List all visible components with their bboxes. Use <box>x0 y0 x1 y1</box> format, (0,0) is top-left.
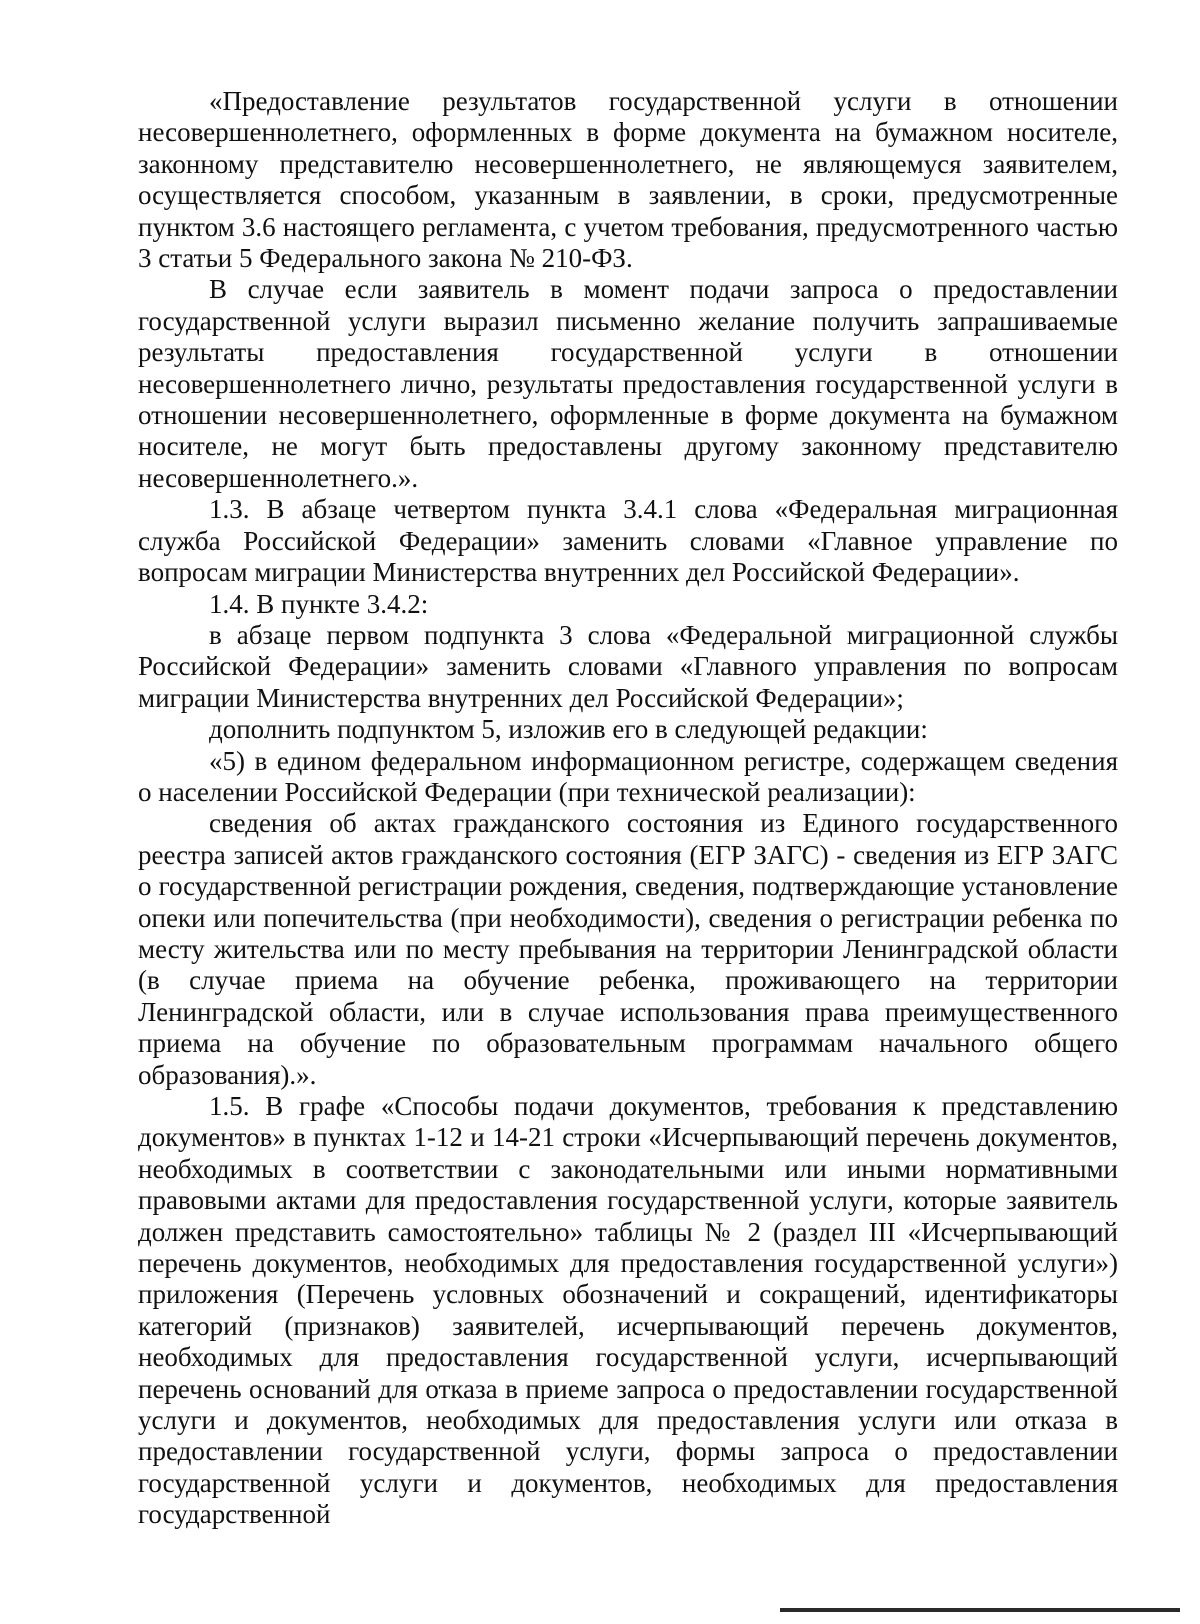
paragraph-personal-request: В случае если заявитель в момент подачи запроса о предоставлении государственной услуги выразил письменно желание получить запрашиваемые результаты предоставления государственной услуги в отношении несовершеннолетнего лично, результаты предоставления государственной услуги в отношении несовершеннолетнего, оформленные в форме документа на бумажном носителе, не могут быть предоставлены другому законному представителю несовершеннолетнего.». <box>138 274 1118 493</box>
paragraph-item-1-4: 1.4. В пункте 3.4.2: <box>209 588 429 619</box>
paragraph-item-1-5: 1.5. В графе «Способы подачи документов, требования к представлению документов» в пунктах 1-12 и 14-21 строки «Исчерпывающий перечень документов, необходимых в соответствии с законодательными или иными нормативными правовыми актами для предоставления государственной услуги, которые заявитель должен представить самостоятельно» таблицы № 2 (раздел III «Исчерпывающий перечень документов, необходимых для предоставления государственной услуги») приложения (Перечень условных обозначений и сокращений, идентификаторы категорий (признаков) заявителей, исчерпывающий перечень документов, необходимых для предоставления государственной услуги, исчерпывающий перечень оснований для отказа в приеме запроса о предоставлении государственной услуги и документов, необходимых для предоставления услуги или отказа в предоставлении государственной услуги, формы запроса о предоставлении государственной услуги и документов, необходимых для предоставления государственной <box>138 1091 1118 1530</box>
paragraph-result-delivery: «Предоставление результатов государственной услуги в отношении несовершеннолетнего, оформленных в форме документа на бумажном носителе, законному представителю несовершеннолетнего, не являющемуся заявителем, осуществляется способом, указанным в заявлении, в сроки, предусмотренные пунктом 3.6 настоящего регламента, с учетом требования, предусмотренного частью 3 статьи 5 Федерального закона № 210-ФЗ. <box>138 86 1118 274</box>
document-page <box>138 86 1118 1531</box>
paragraph-item-1-3: 1.3. В абзаце четвертом пункта 3.4.1 слова «Федеральная миграционная служба Российской Федерации» заменить словами «Главное управление по вопросам миграции Министерства внутренних дел Российской Федерации». <box>138 494 1118 588</box>
paragraph-subitem-5-text: «5) в едином федеральном информационном регистре, содержащем сведения о населении Российской Федерации (при технической реализации): <box>138 745 1118 807</box>
footer-divider <box>780 1608 1180 1612</box>
paragraph-subitem-3: в абзаце первом подпункта 3 слова «Федеральной миграционной службы Российской Федерации» заменить словами «Главного управления по вопросам миграции Министерства внутренних дел Российской Федерации»; <box>138 619 1118 713</box>
paragraph-civil-status-records: сведения об актах гражданского состояния из Единого государственного реестра записей актов гражданского состояния (ЕГР ЗАГС) - сведения из ЕГР ЗАГС о государственной регистрации рождения, сведения, подтверждающие установление опеки или попечительства (при необходимости), сведения о регистрации ребенка по месту жительства или по месту пребывания на территории Ленинградской области (в случае приема на обучение ребенка, проживающего на территории Ленинградской области, или в случае использования права преимущественного приема на обучение по образовательным программам начального общего образования).». <box>138 808 1118 1090</box>
paragraph-add-subitem-5: дополнить подпунктом 5, изложив его в следующей редакции: <box>209 714 928 745</box>
